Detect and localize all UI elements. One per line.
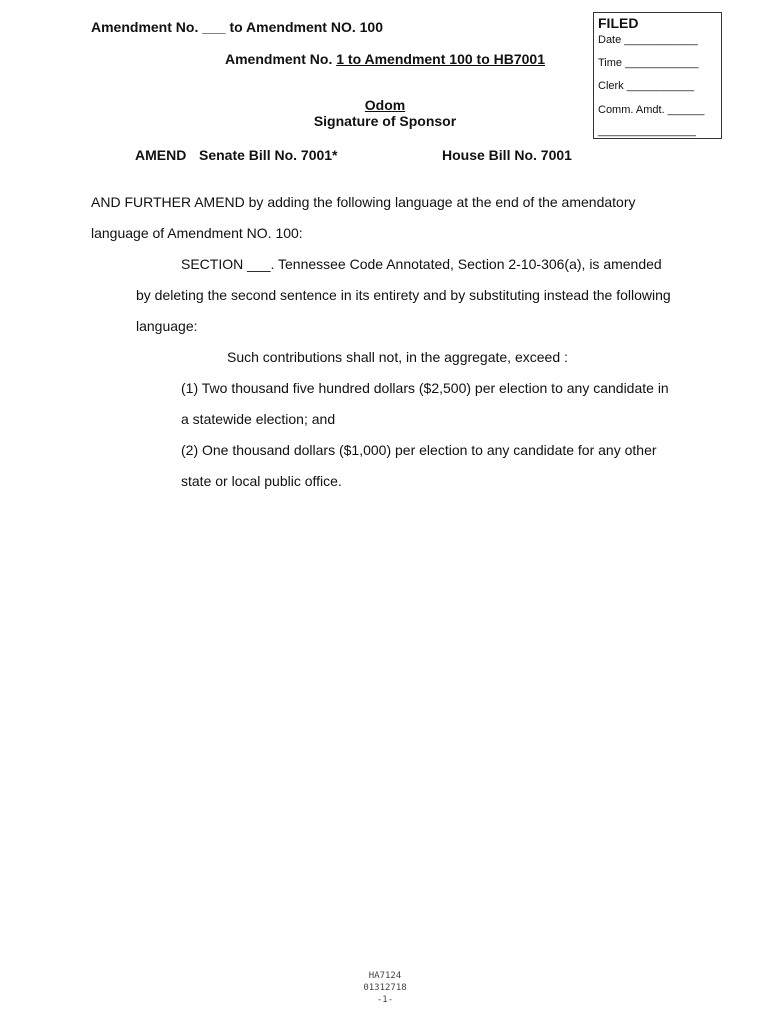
filed-stamp-box — [593, 12, 722, 139]
body-line: language of Amendment NO. 100: — [91, 225, 303, 241]
amendment-title-prefix: Amendment No. — [225, 51, 337, 67]
list-item-1-cont: a statewide election; and — [181, 411, 336, 427]
list-item-1: (1) Two thousand five hundred dollars ($2,500) per election to any candidate in — [181, 380, 669, 396]
footer-code: HA7124 — [368, 971, 402, 981]
page-number: -1- — [376, 995, 394, 1005]
section-line: SECTION ___. Tennessee Code Annotated, Section 2-10-306(a), is amended — [181, 256, 662, 272]
filed-date-field: Date ____________ — [598, 34, 698, 46]
body-line: AND FURTHER AMEND by adding the following language at the end of the amendatory — [91, 194, 636, 210]
body-line: language: — [136, 318, 198, 334]
sponsor-name: Odom — [364, 97, 406, 113]
filed-clerk-field: Clerk ___________ — [598, 80, 695, 92]
amend-keyword: AMEND — [135, 147, 187, 163]
filed-comm-amdt-field: Comm. Amdt. ______ — [598, 104, 705, 116]
contribution-intro: Such contributions shall not, in the aggregate, exceed : — [227, 349, 568, 365]
amendment-title-underlined: 1 to Amendment 100 to HB7001 — [336, 51, 545, 67]
filed-signature-line: ________________ — [598, 125, 696, 137]
filed-time-field: Time ____________ — [598, 57, 699, 69]
amendment-number-line: Amendment No. ___ to Amendment NO. 100 — [91, 19, 383, 35]
filed-title: FILED — [598, 15, 639, 31]
list-item-2: (2) One thousand dollars ($1,000) per election to any candidate for any other — [181, 442, 657, 458]
list-item-2-cont: state or local public office. — [181, 473, 342, 489]
house-bill-number: House Bill No. 7001 — [442, 147, 572, 163]
footer-number: 01312718 — [363, 983, 407, 993]
body-line: by deleting the second sentence in its entirety and by substituting instead the following — [136, 287, 671, 303]
sponsor-signature-label: Signature of Sponsor — [313, 113, 457, 129]
senate-bill-number: Senate Bill No. 7001* — [199, 147, 338, 163]
